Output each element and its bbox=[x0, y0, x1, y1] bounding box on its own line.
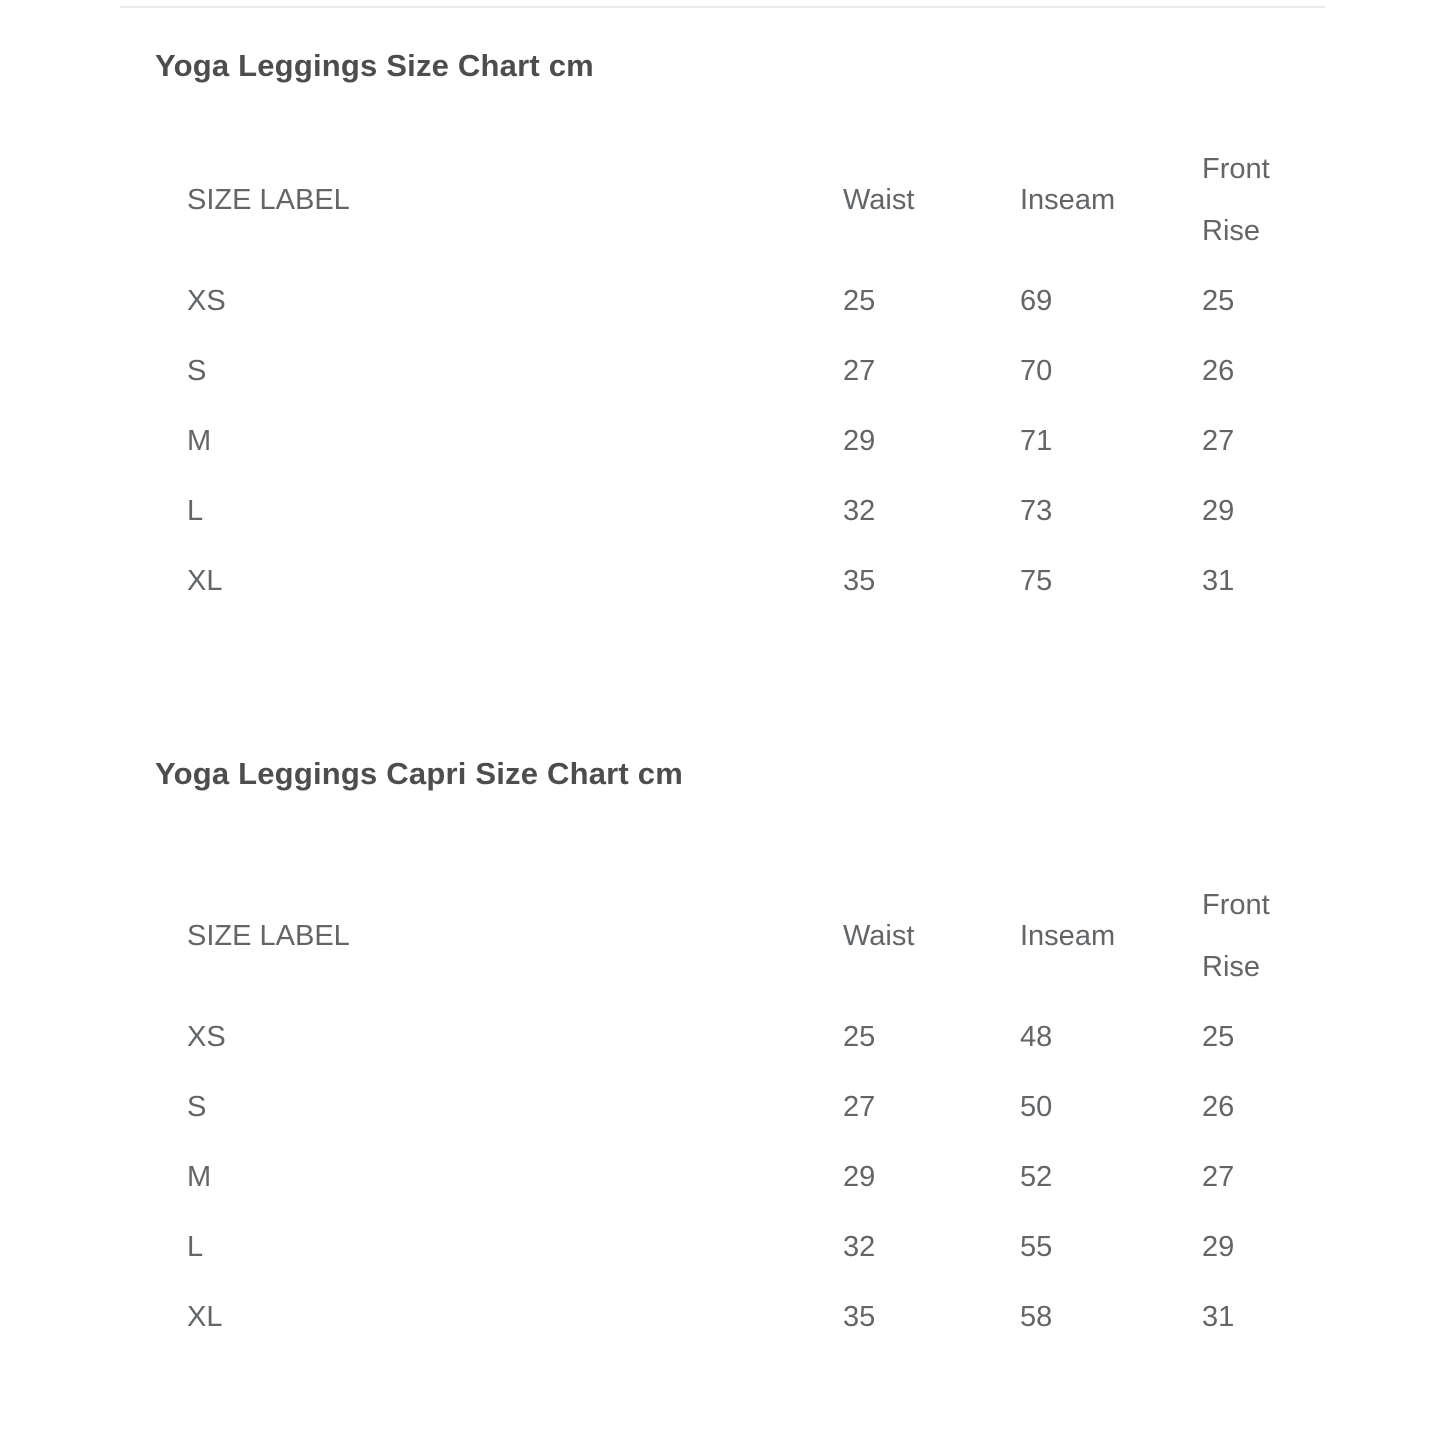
size-label-cell: S bbox=[187, 355, 207, 387]
waist-cell: 29 bbox=[843, 425, 876, 457]
size-label-cell: XS bbox=[187, 285, 226, 317]
waist-cell: 25 bbox=[843, 285, 876, 317]
section-title: Yoga Leggings Size Chart cm bbox=[155, 48, 594, 83]
section-title: Yoga Leggings Capri Size Chart cm bbox=[155, 756, 683, 791]
size-label-cell: XL bbox=[187, 1301, 223, 1333]
size-label-cell: L bbox=[187, 1231, 204, 1263]
waist-cell: 35 bbox=[843, 1301, 876, 1333]
column-header-inseam: Inseam bbox=[1020, 920, 1116, 952]
table-row bbox=[187, 1142, 1325, 1212]
table-row bbox=[187, 406, 1325, 476]
waist-cell: 29 bbox=[843, 1161, 876, 1193]
table-header bbox=[187, 870, 1325, 1002]
table-row bbox=[187, 546, 1325, 616]
table-row bbox=[187, 1212, 1325, 1282]
size-label-cell: M bbox=[187, 425, 212, 457]
size-label-cell: XS bbox=[187, 1021, 226, 1053]
front-rise-cell: 27 bbox=[1202, 1161, 1235, 1193]
waist-cell: 32 bbox=[843, 495, 876, 527]
table-row bbox=[187, 1282, 1325, 1352]
size-label-cell: L bbox=[187, 495, 204, 527]
column-header-size-label: SIZE LABEL bbox=[187, 920, 350, 952]
size-chart-table bbox=[187, 870, 1325, 1352]
inseam-cell: 70 bbox=[1020, 355, 1053, 387]
inseam-cell: 75 bbox=[1020, 565, 1053, 597]
inseam-cell: 50 bbox=[1020, 1091, 1053, 1123]
inseam-cell: 52 bbox=[1020, 1161, 1053, 1193]
front-rise-cell: 31 bbox=[1202, 565, 1235, 597]
column-header-size-label: SIZE LABEL bbox=[187, 184, 350, 216]
table-row bbox=[187, 1002, 1325, 1072]
table-body bbox=[187, 266, 1325, 616]
front-rise-cell: 26 bbox=[1202, 355, 1235, 387]
front-rise-cell: 26 bbox=[1202, 1091, 1235, 1123]
size-label-cell: S bbox=[187, 1091, 207, 1123]
section-leggings-size-chart bbox=[120, 48, 1325, 616]
column-header-waist: Waist bbox=[843, 920, 915, 952]
inseam-cell: 55 bbox=[1020, 1231, 1053, 1263]
waist-cell: 35 bbox=[843, 565, 876, 597]
table-row bbox=[187, 476, 1325, 546]
front-rise-cell: 25 bbox=[1202, 1021, 1235, 1053]
section-capri-size-chart bbox=[120, 756, 1325, 1352]
waist-cell: 27 bbox=[843, 1091, 876, 1123]
waist-cell: 27 bbox=[843, 355, 876, 387]
table-row bbox=[187, 266, 1325, 336]
front-rise-cell: 29 bbox=[1202, 495, 1235, 527]
front-rise-cell: 27 bbox=[1202, 425, 1235, 457]
column-header-inseam: Inseam bbox=[1020, 184, 1116, 216]
waist-cell: 25 bbox=[843, 1021, 876, 1053]
column-header-waist: Waist bbox=[843, 184, 915, 216]
table-body bbox=[187, 1002, 1325, 1352]
inseam-cell: 71 bbox=[1020, 425, 1053, 457]
table-row bbox=[187, 336, 1325, 406]
size-label-cell: M bbox=[187, 1161, 212, 1193]
column-header-front-rise: Front Rise bbox=[1202, 153, 1270, 247]
content-sheet bbox=[120, 6, 1325, 1352]
table-row bbox=[187, 1072, 1325, 1142]
front-rise-cell: 25 bbox=[1202, 285, 1235, 317]
front-rise-cell: 29 bbox=[1202, 1231, 1235, 1263]
size-label-cell: XL bbox=[187, 565, 223, 597]
table-header bbox=[187, 134, 1325, 266]
header-row bbox=[187, 134, 1325, 266]
inseam-cell: 48 bbox=[1020, 1021, 1053, 1053]
front-rise-cell: 31 bbox=[1202, 1301, 1235, 1333]
header-row bbox=[187, 870, 1325, 1002]
inseam-cell: 58 bbox=[1020, 1301, 1053, 1333]
waist-cell: 32 bbox=[843, 1231, 876, 1263]
size-chart-table bbox=[187, 134, 1325, 616]
inseam-cell: 73 bbox=[1020, 495, 1053, 527]
column-header-front-rise: Front Rise bbox=[1202, 889, 1270, 983]
inseam-cell: 69 bbox=[1020, 285, 1053, 317]
